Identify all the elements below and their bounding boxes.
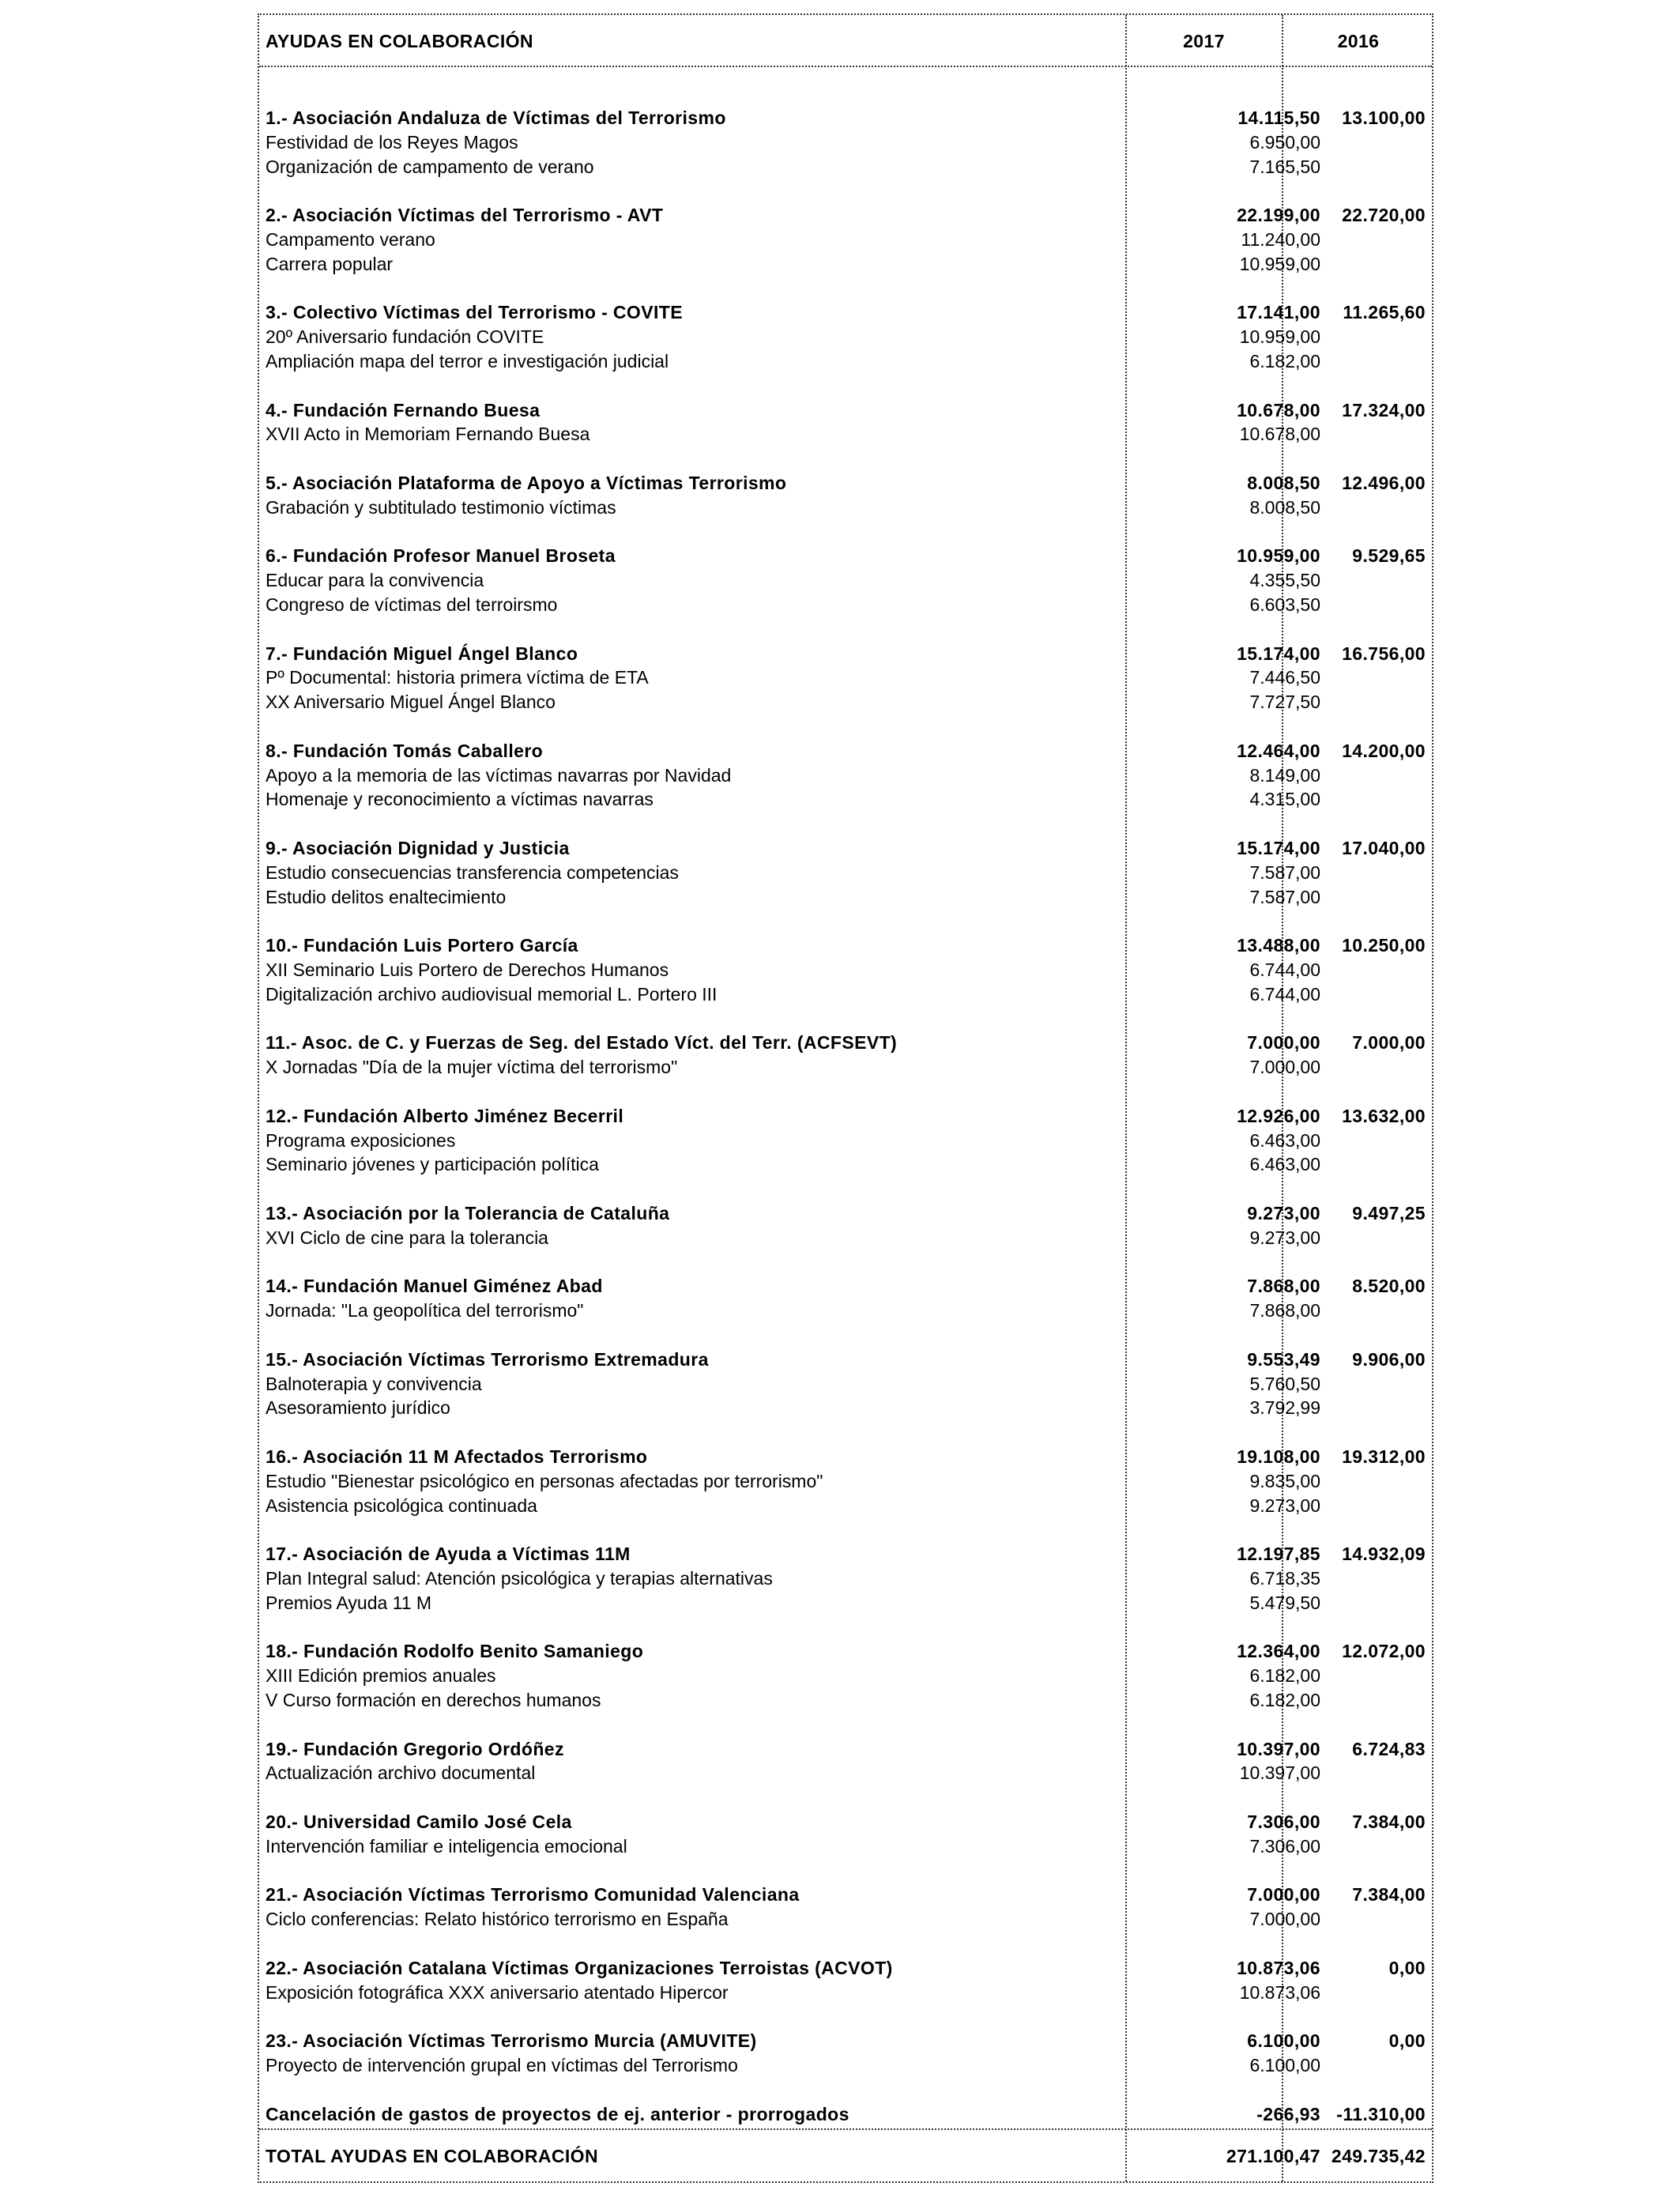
group-total-2017: 15.174,00 (1237, 838, 1320, 858)
item-value-2017: 10.873,06 (1239, 1981, 1320, 2003)
group-total-2016: 17.324,00 (1342, 399, 1426, 420)
item-label: Educar para la convivencia (266, 570, 484, 591)
item-row (259, 861, 1432, 884)
item-value-2017: 6.182,00 (1249, 1690, 1320, 1710)
item-value-2017: 7.165,50 (1249, 156, 1320, 177)
item-label: XX Aniversario Miguel Ángel Blanco (266, 692, 556, 713)
group-header-row (259, 1201, 1432, 1225)
group-total-2016: 17.040,00 (1342, 838, 1426, 858)
group-header-row (259, 1542, 1432, 1566)
item-value-2017: 6.463,00 (1249, 1129, 1320, 1151)
group-total-2017: 22.199,00 (1237, 205, 1320, 226)
item-row (259, 325, 1432, 349)
item-row (259, 1152, 1432, 1176)
item-value-2017: 10.678,00 (1239, 424, 1320, 445)
item-row (259, 1396, 1432, 1419)
group-header-row (259, 1348, 1432, 1371)
group-title: 14.- Fundación Manuel Giménez Abad (266, 1276, 603, 1297)
group-title: 2.- Asociación Víctimas del Terrorismo - AVT (266, 205, 664, 226)
column-header-2016: 2016 (1337, 31, 1380, 51)
item-value-2017: 6.182,00 (1249, 1665, 1320, 1687)
group-title: 1.- Asociación Andaluza de Víctimas del Terrorismo (266, 107, 726, 128)
item-label: Estudio consecuencias transferencia competencias (266, 861, 679, 883)
group-title: 22.- Asociación Catalana Víctimas Organizaciones Terroistas (ACVOT) (266, 1957, 893, 1978)
group-header-row (259, 933, 1432, 957)
item-label: Festividad de los Reyes Magos (266, 131, 518, 153)
item-row (259, 1299, 1432, 1322)
item-row (259, 568, 1432, 592)
item-row (259, 1055, 1432, 1079)
group-total-2017: 12.364,00 (1237, 1641, 1320, 1662)
item-value-2017: 9.835,00 (1249, 1470, 1320, 1491)
item-label: Estudio "Bienestar psicológico en personas afectadas por terrorismo" (266, 1470, 823, 1491)
item-label: Asistencia psicológica continuada (266, 1495, 537, 1516)
item-value-2017: 5.760,50 (1249, 1373, 1320, 1394)
group-title: 13.- Asociación por la Tolerancia de Cataluña (266, 1203, 670, 1223)
group-title: 21.- Asociación Víctimas Terrorismo Comunidad Valenciana (266, 1884, 800, 1906)
item-value-2017: 6.718,35 (1249, 1568, 1320, 1589)
group-header-row (259, 1810, 1432, 1834)
item-label: Homenaje y reconocimiento a víctimas navarras (266, 789, 654, 810)
group-header-row (259, 642, 1432, 665)
group-total-2016: 14.200,00 (1342, 740, 1426, 761)
item-label: Programa exposiciones (266, 1129, 456, 1151)
group-header-row (259, 1445, 1432, 1468)
item-value-2017: 7.868,00 (1249, 1300, 1320, 1321)
item-value-2017: 9.273,00 (1249, 1227, 1320, 1248)
item-label: Grabación y subtitulado testimonio víctimas (266, 496, 616, 518)
item-value-2017: 6.100,00 (1249, 2055, 1320, 2075)
item-value-2017: 7.587,00 (1249, 861, 1320, 883)
item-row (259, 155, 1432, 179)
item-value-2017: 7.306,00 (1249, 1835, 1320, 1857)
item-label: XVII Acto in Memoriam Fernando Buesa (266, 424, 590, 445)
item-row (259, 1907, 1432, 1931)
item-value-2017: 8.149,00 (1249, 764, 1320, 786)
item-value-2017: 7.446,50 (1249, 667, 1320, 688)
group-total-2017: 7.000,00 (1247, 1884, 1320, 1906)
group-total-2016: 6.724,83 (1352, 1738, 1426, 1759)
cancellation-2016: -11.310,00 (1336, 2103, 1426, 2124)
item-row (259, 1761, 1432, 1785)
group-total-2016: 12.496,00 (1342, 473, 1426, 493)
group-total-2016: 9.497,25 (1352, 1203, 1426, 1223)
group-total-2016: 9.906,00 (1352, 1348, 1426, 1370)
item-row (259, 1469, 1432, 1493)
group-title: 11.- Asoc. de C. y Fuerzas de Seg. del Estado Víct. del Terr. (ACFSEVT) (266, 1032, 898, 1054)
group-total-2017: 10.678,00 (1237, 399, 1320, 420)
item-label: XIII Edición premios anuales (266, 1665, 496, 1687)
group-total-2017: 7.000,00 (1247, 1032, 1320, 1054)
item-label: Balnoterapia y convivencia (266, 1373, 482, 1394)
item-value-2017: 4.315,00 (1249, 789, 1320, 810)
item-label: Exposición fotográfica XXX aniversario atentado Hipercor (266, 1981, 729, 2003)
item-label: Asesoramiento jurídico (266, 1397, 450, 1419)
item-label: Campamento verano (266, 229, 435, 250)
item-label: V Curso formación en derechos humanos (266, 1690, 601, 1710)
group-total-2016: 12.072,00 (1342, 1641, 1426, 1662)
item-label: Ciclo conferencias: Relato histórico terrorismo en España (266, 1909, 729, 1930)
group-header-row (259, 106, 1432, 130)
group-total-2016: 14.932,09 (1342, 1544, 1426, 1565)
item-label: Proyecto de intervención grupal en víctimas del Terrorismo (266, 2055, 738, 2075)
group-header-row (259, 471, 1432, 495)
item-label: Seminario jóvenes y participación política (266, 1154, 599, 1175)
group-title: 12.- Fundación Alberto Jiménez Becerril (266, 1105, 624, 1126)
group-title: 10.- Fundación Luis Portero García (266, 935, 578, 956)
group-title: 23.- Asociación Víctimas Terrorismo Murcia (AMUVITE) (266, 2030, 757, 2052)
group-header-row (259, 1737, 1432, 1761)
item-row (259, 982, 1432, 1006)
group-total-2017: 10.397,00 (1237, 1738, 1320, 1759)
item-value-2017: 4.355,50 (1249, 570, 1320, 591)
group-total-2017: 7.868,00 (1247, 1276, 1320, 1297)
item-value-2017: 9.273,00 (1249, 1495, 1320, 1516)
group-total-2017: 9.273,00 (1247, 1203, 1320, 1223)
item-row (259, 1129, 1432, 1152)
item-label: Jornada: "La geopolítica del terrorismo" (266, 1300, 584, 1321)
group-header-row (259, 1274, 1432, 1298)
table-title: AYUDAS EN COLABORACIÓN (266, 31, 533, 51)
group-total-2017: 14.115,50 (1237, 107, 1320, 128)
group-title: 5.- Asociación Plataforma de Apoyo a Víctimas Terrorismo (266, 473, 787, 493)
item-value-2017: 10.959,00 (1239, 326, 1320, 348)
item-row (259, 252, 1432, 276)
item-row (259, 1591, 1432, 1615)
group-title: 15.- Asociación Víctimas Terrorismo Extremadura (266, 1348, 709, 1370)
group-title: 8.- Fundación Tomás Caballero (266, 740, 544, 761)
total-label: TOTAL AYUDAS EN COLABORACIÓN (266, 2146, 598, 2166)
item-value-2017: 7.587,00 (1249, 886, 1320, 907)
group-header-row (259, 1031, 1432, 1054)
group-total-2016: 9.529,65 (1352, 545, 1426, 567)
group-total-2016: 11.265,60 (1343, 302, 1426, 323)
header-divider (259, 66, 1432, 67)
group-header-row (259, 836, 1432, 860)
budget-table (258, 13, 1433, 2183)
group-total-2016: 0,00 (1388, 1957, 1426, 1978)
cancellation-row (259, 2102, 1432, 2126)
item-value-2017: 6.463,00 (1249, 1154, 1320, 1175)
cancellation-2017: -266,93 (1256, 2103, 1320, 2124)
group-title: 18.- Fundación Rodolfo Benito Samaniego (266, 1641, 644, 1662)
item-value-2017: 3.792,99 (1249, 1397, 1320, 1419)
item-value-2017: 11.240,00 (1241, 229, 1320, 250)
item-row (259, 422, 1432, 446)
item-value-2017: 7.727,50 (1249, 692, 1320, 713)
group-total-2016: 10.250,00 (1342, 935, 1426, 956)
item-row (259, 1226, 1432, 1250)
item-row (259, 130, 1432, 154)
item-label: Estudio delitos enaltecimiento (266, 886, 507, 907)
item-value-2017: 7.000,00 (1249, 1057, 1320, 1078)
group-total-2016: 13.632,00 (1342, 1105, 1426, 1126)
item-row (259, 958, 1432, 982)
group-total-2017: 19.108,00 (1237, 1446, 1320, 1467)
group-total-2016: 19.312,00 (1342, 1446, 1426, 1467)
item-label: Plan Integral salud: Atención psicológica y terapias alternativas (266, 1568, 773, 1589)
item-label: X Jornadas "Día de la mujer víctima del terrorismo" (266, 1057, 678, 1078)
group-header-row (259, 1883, 1432, 1906)
group-total-2017: 15.174,00 (1237, 643, 1320, 664)
group-header-row (259, 1104, 1432, 1128)
total-divider (259, 2128, 1432, 2130)
item-row (259, 885, 1432, 909)
item-label: Organización de campamento de verano (266, 156, 594, 177)
group-header-row (259, 2029, 1432, 2053)
item-value-2017: 10.959,00 (1239, 253, 1320, 274)
item-label: XII Seminario Luis Portero de Derechos Humanos (266, 959, 669, 980)
group-header-row (259, 398, 1432, 422)
item-label: XVI Ciclo de cine para la tolerancia (266, 1227, 548, 1248)
group-title: 16.- Asociación 11 M Afectados Terrorismo (266, 1446, 648, 1467)
group-total-2016: 16.756,00 (1342, 643, 1426, 664)
group-total-2017: 17.141,00 (1237, 302, 1320, 323)
group-header-row (259, 1956, 1432, 1980)
group-header-row (259, 1639, 1432, 1663)
group-title: 6.- Fundación Profesor Manuel Broseta (266, 545, 616, 567)
item-row (259, 1688, 1432, 1712)
group-total-2016: 7.384,00 (1352, 1884, 1426, 1906)
item-row (259, 763, 1432, 787)
item-row (259, 1494, 1432, 1517)
total-row (259, 2144, 1432, 2168)
item-label: Carrera popular (266, 253, 394, 274)
table-header (259, 29, 1432, 53)
item-row (259, 1664, 1432, 1687)
item-row (259, 496, 1432, 519)
group-total-2017: 10.873,06 (1237, 1957, 1320, 1978)
item-label: Intervención familiar e inteligencia emocional (266, 1835, 627, 1857)
group-total-2016: 13.100,00 (1342, 107, 1426, 128)
group-total-2017: 8.008,50 (1247, 473, 1320, 493)
group-total-2017: 12.926,00 (1237, 1105, 1320, 1126)
item-value-2017: 10.397,00 (1239, 1762, 1320, 1784)
item-label: Apoyo a la memoria de las víctimas navarras por Navidad (266, 764, 732, 786)
group-title: 17.- Asociación de Ayuda a Víctimas 11M (266, 1544, 631, 1565)
item-row (259, 1372, 1432, 1396)
group-title: 4.- Fundación Fernando Buesa (266, 399, 541, 420)
group-total-2017: 12.464,00 (1237, 740, 1320, 761)
total-2017: 271.100,47 (1226, 2146, 1320, 2166)
group-title: 7.- Fundación Miguel Ángel Blanco (266, 643, 578, 664)
item-row (259, 349, 1432, 373)
group-total-2017: 13.488,00 (1237, 935, 1320, 956)
group-total-2016: 8.520,00 (1352, 1276, 1426, 1297)
item-label: Digitalización archivo audiovisual memorial L. Portero III (266, 983, 718, 1005)
group-total-2017: 6.100,00 (1247, 2030, 1320, 2052)
item-row (259, 787, 1432, 811)
item-label: Ampliación mapa del terror e investigación judicial (266, 351, 669, 371)
column-header-2017: 2017 (1183, 31, 1225, 51)
item-label: Actualización archivo documental (266, 1762, 536, 1784)
group-header-row (259, 203, 1432, 227)
group-total-2017: 9.553,49 (1247, 1348, 1320, 1370)
group-title: 20.- Universidad Camilo José Cela (266, 1811, 572, 1832)
item-value-2017: 6.950,00 (1249, 131, 1320, 153)
group-total-2017: 10.959,00 (1237, 545, 1320, 567)
item-value-2017: 6.603,50 (1249, 594, 1320, 615)
item-row (259, 228, 1432, 251)
item-label: Pº Documental: historia primera víctima de ETA (266, 667, 649, 688)
group-total-2017: 12.197,85 (1237, 1544, 1320, 1565)
group-title: 3.- Colectivo Víctimas del Terrorismo - COVITE (266, 302, 683, 323)
item-label: Congreso de víctimas del terroirsmo (266, 594, 558, 615)
item-row (259, 665, 1432, 689)
item-row (259, 1834, 1432, 1858)
group-header-row (259, 739, 1432, 763)
group-total-2016: 22.720,00 (1342, 205, 1426, 226)
group-header-row (259, 300, 1432, 324)
item-value-2017: 5.479,50 (1249, 1592, 1320, 1613)
group-header-row (259, 544, 1432, 567)
item-row (259, 1566, 1432, 1590)
item-row (259, 690, 1432, 714)
item-value-2017: 8.008,50 (1249, 496, 1320, 518)
item-label: Premios Ayuda 11 M (266, 1592, 432, 1613)
item-row (259, 1981, 1432, 2004)
item-value-2017: 6.182,00 (1249, 351, 1320, 371)
group-total-2017: 7.306,00 (1247, 1811, 1320, 1832)
item-row (259, 2053, 1432, 2077)
item-value-2017: 6.744,00 (1249, 959, 1320, 980)
group-total-2016: 7.000,00 (1352, 1032, 1426, 1054)
total-2016: 249.735,42 (1331, 2146, 1426, 2166)
group-total-2016: 0,00 (1388, 2030, 1426, 2052)
group-title: 19.- Fundación Gregorio Ordóñez (266, 1738, 564, 1759)
item-value-2017: 6.744,00 (1249, 983, 1320, 1005)
group-total-2016: 7.384,00 (1352, 1811, 1426, 1832)
item-row (259, 593, 1432, 616)
item-value-2017: 7.000,00 (1249, 1909, 1320, 1930)
item-label: 20º Aniversario fundación COVITE (266, 326, 544, 348)
cancellation-label: Cancelación de gastos de proyectos de ej. anterior - prorrogados (266, 2103, 849, 2124)
group-title: 9.- Asociación Dignidad y Justicia (266, 838, 570, 858)
